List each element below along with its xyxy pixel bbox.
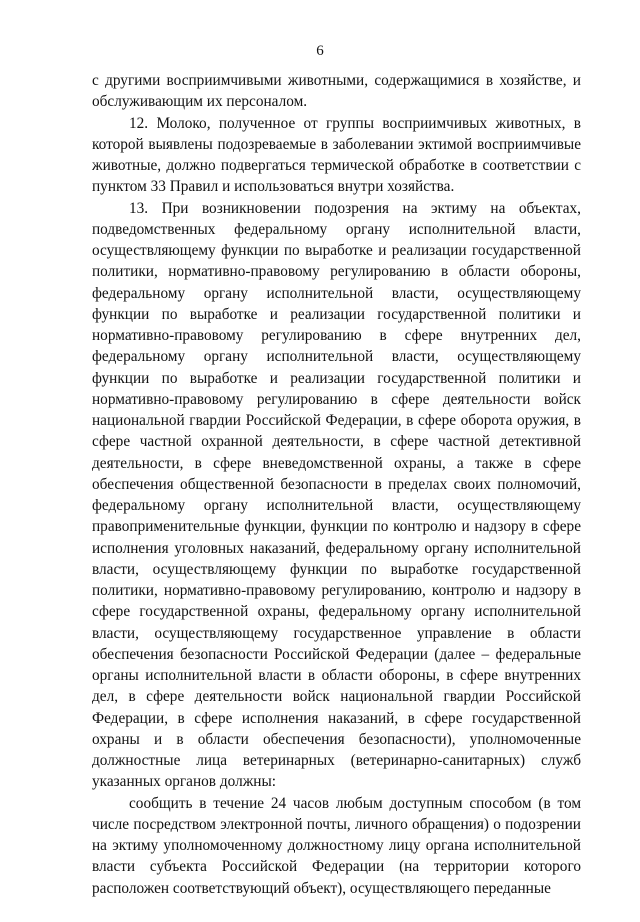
paragraph-item-13: 13. При возникновении подозрения на эктиму на объектах, подведомственных федеральному органу исполнительной власти, осуществляющему функции по выработке и реализации государственной политики, нормативно-правовому регулированию в области обороны, федеральному органу исполнительной власти, осуществляющему функции по выработке и реализации государственной политики и нормативно-правовому регулированию в сфере внутренних дел, федеральному органу исполнительной власти, осуществляющему функции по выработке и реализации государственной политики и нормативно-правовому регулированию в сфере деятельности войск национальной гвардии Российской Федерации, в сфере оборота оружия, в сфере частной охранной деятельности, в сфере частной детективной деятельности, в сфере вневедомственной охраны, а также в сфере обеспечения общественной безопасности в пределах своих полномочий, федеральному органу исполнительной власти, осуществляющему правоприменительные функции, функции по контролю и надзору в сфере исполнения уголовных наказаний, федеральному органу исполнительной власти, осуществляющему функции по выработке государственной политики, нормативно-правовому регулированию, контролю и надзору в сфере государственной охраны, федеральному органу исполнительной власти, осуществляющему государственное управление в области обеспечения безопасности Российской Федерации (далее – федеральные органы исполнительной власти в области обороны, в сфере внутренних дел, в сфере деятельности войск национальной гвардии Российской Федерации, в сфере исполнения наказаний, в сфере государственной охраны и в области обеспечения безопасности), уполномоченные должностные лица ветеринарных (ветеринарно-санитарных) служб указанных органов должны: bbox=[92, 199, 581, 791]
paragraph-continuation: с другими восприимчивыми животными, содержащимися в хозяйстве, и обслуживающим их персоналом. bbox=[92, 72, 581, 111]
paragraph-item-12: 12. Молоко, полученное от группы восприимчивых животных, в которой выявлены подозреваемые в заболевании эктимой восприимчивые животные, должно подвергаться термической обработке в соответствии с пунктом 33 Правил и использоваться внутри хозяйства. bbox=[92, 114, 581, 196]
page-number: 6 bbox=[316, 43, 324, 59]
paragraph-report-instruction: сообщить в течение 24 часов любым доступным способом (в том числе посредством электронной почты, личного обращения) о подозрении на эктиму уполномоченному должностному лицу органа исполнительной власти субъекта Российской Федерации (на территории которого расположен соответствующий объект), осуществляющего переданные bbox=[92, 794, 581, 897]
document-body bbox=[92, 70, 581, 899]
